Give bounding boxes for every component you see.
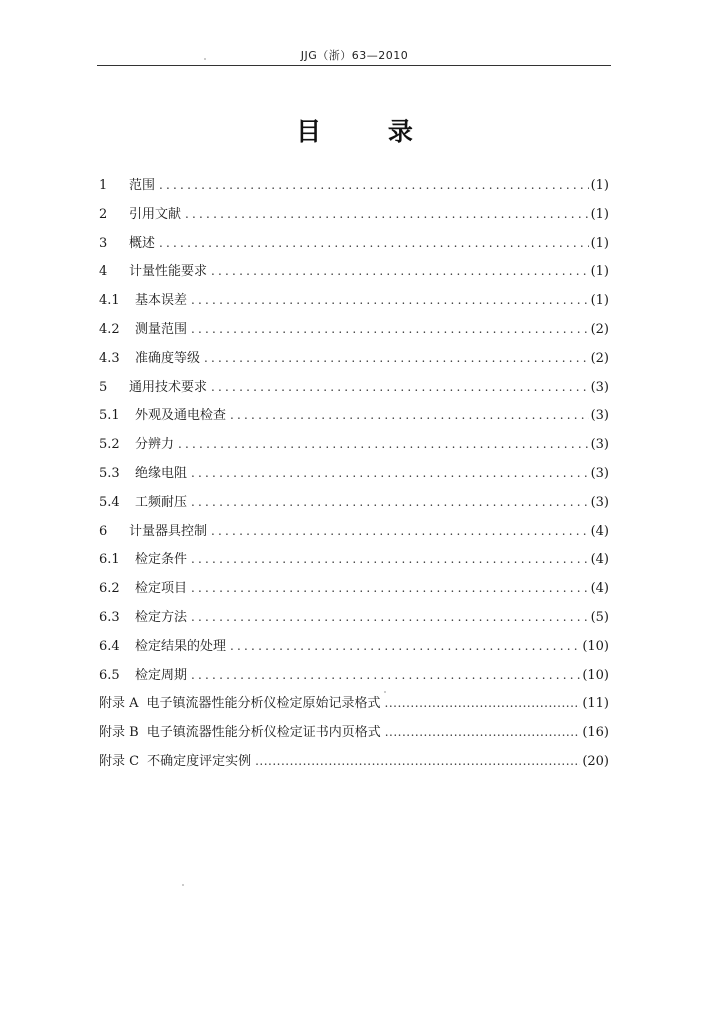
toc-entry-title: 检定周期 [135,667,188,683]
toc-entry-page: (1) [590,206,609,222]
toc-entry-number: 4.2 [99,321,120,337]
toc-dot-leader [230,635,580,657]
toc-entry-title: 计量性能要求 [129,264,208,280]
toc-entry[interactable] [99,318,609,347]
toc-entry-page: (10) [582,638,609,654]
toc-entry-title: 范围 [129,178,156,193]
toc-entry[interactable] [99,260,609,289]
toc-dot-leader [211,376,589,398]
toc-entry-page: (2) [590,321,609,337]
toc-entry[interactable] [99,548,609,577]
toc-entry-number: 附录 A [99,696,139,712]
header-rule [97,65,611,66]
toc-entry-number: 3 [99,235,108,251]
toc-entry[interactable] [99,203,609,232]
toc-entry-page: (20) [582,753,609,769]
scan-speck [384,691,386,693]
toc-entry-title: 引用文献 [129,206,182,222]
toc-entry[interactable] [99,750,609,779]
toc-entry-number: 5.3 [99,465,120,481]
toc-entry-number: 6.1 [99,552,120,568]
toc-entry-page: (16) [582,725,609,741]
toc-entry[interactable] [99,376,609,405]
toc-entry-number: 5.1 [99,408,120,424]
toc-entry-title: 准确度等级 [135,350,201,366]
toc-entry-page: (3) [590,494,609,510]
toc-entry-page: (3) [590,465,609,481]
toc-entry-page: (11) [582,696,609,712]
toc-entry-page: (1) [590,293,609,309]
toc-entry[interactable] [99,491,609,520]
toc-dot-leader [191,462,589,484]
toc-entry-title: 通用技术要求 [129,379,208,395]
toc-dot-leader [191,318,589,340]
toc-entry-page: (3) [590,437,609,453]
toc-dot-leader [230,404,589,426]
toc-entry-page: (3) [590,408,609,424]
toc-entry-number: 6.4 [99,638,120,654]
toc-entry-title: 概述 [129,235,156,251]
toc-entry-title: 电子镇流器性能分析仪检定证书内页格式 [146,725,381,741]
toc-dot-leader [211,520,589,542]
toc-entry[interactable] [99,289,609,318]
toc-dot-leader [191,548,589,570]
toc-dot-leader [385,692,581,714]
toc-entry-number: 2 [99,206,108,222]
toc-entry-page: (4) [590,581,609,597]
toc-dot-leader [385,721,581,743]
toc-entry[interactable] [99,462,609,491]
scan-speck [182,884,184,886]
toc-dot-leader [159,232,589,254]
toc-entry[interactable] [99,520,609,549]
running-header: JJG（浙）63—2010 [300,49,409,62]
toc-entry[interactable] [99,664,609,693]
toc-entry-number: 5 [99,379,108,395]
toc-dot-leader [191,289,589,311]
toc-entry-title: 绝缘电阻 [135,465,188,481]
toc-entry-number: 4.3 [99,350,120,366]
toc-entry[interactable] [99,635,609,664]
toc-entry[interactable] [99,606,609,635]
toc-entry-number: 6 [99,523,108,539]
toc-entry[interactable] [99,721,609,750]
toc-entry-page: (10) [582,667,609,683]
toc-entry-number: 附录 C [99,753,140,769]
toc-entry-number: 4 [99,264,108,280]
toc-entry-title: 电子镇流器性能分析仪检定原始记录格式 [146,696,381,712]
toc-dot-leader [191,491,589,513]
toc-entry[interactable] [99,347,609,376]
toc-entry-page: (3) [590,379,609,395]
toc-entry-title: 外观及通电检查 [135,408,227,424]
toc-entry-number: 4.1 [99,293,120,309]
toc-entry-title: 检定项目 [135,581,188,597]
toc-dot-leader [191,664,580,686]
toc-entry-number: 6.3 [99,609,120,625]
toc-entry-number: 6.2 [99,581,120,597]
toc-entry-title: 检定结果的处理 [135,638,227,654]
toc-entry-page: (1) [590,178,609,193]
toc-entry[interactable] [99,404,609,433]
toc-entry-page: (4) [590,523,609,539]
toc-dot-leader [191,577,589,599]
toc-entry-page: (1) [590,264,609,280]
toc-entry-page: (1) [590,235,609,251]
toc-entry[interactable] [99,433,609,462]
toc-entry-number: 附录 B [99,725,139,741]
toc-dot-leader [211,260,589,282]
toc-entry[interactable] [99,174,609,203]
toc-entry-page: (4) [590,552,609,568]
toc-entry-title: 分辨力 [135,437,175,453]
toc-entry-title: 计量器具控制 [129,523,208,539]
toc-entry-title: 基本误差 [135,293,188,309]
toc-entry-title: 不确定度评定实例 [147,753,252,769]
toc-entry-page: (2) [590,350,609,366]
scan-speck [204,58,206,60]
toc-entry[interactable] [99,577,609,606]
toc-entry-number: 1 [99,178,108,193]
toc-entry-number: 5.2 [99,437,120,453]
toc-entry-title: 检定条件 [135,552,188,568]
table-of-contents [99,174,609,779]
toc-dot-leader [255,750,580,772]
page-title: 目 录 [296,117,413,146]
toc-entry[interactable] [99,232,609,261]
toc-entry-page: (5) [590,609,609,625]
toc-dot-leader [204,347,589,369]
toc-dot-leader [178,433,589,455]
toc-entry-title: 检定方法 [135,609,188,625]
toc-entry-number: 5.4 [99,494,120,510]
toc-dot-leader [191,606,589,628]
toc-entry-title: 测量范围 [135,321,188,337]
toc-entry-title: 工频耐压 [135,494,188,510]
toc-entry-number: 6.5 [99,667,120,683]
toc-entry[interactable] [99,692,609,721]
toc-dot-leader [185,203,589,225]
toc-dot-leader [159,174,589,196]
